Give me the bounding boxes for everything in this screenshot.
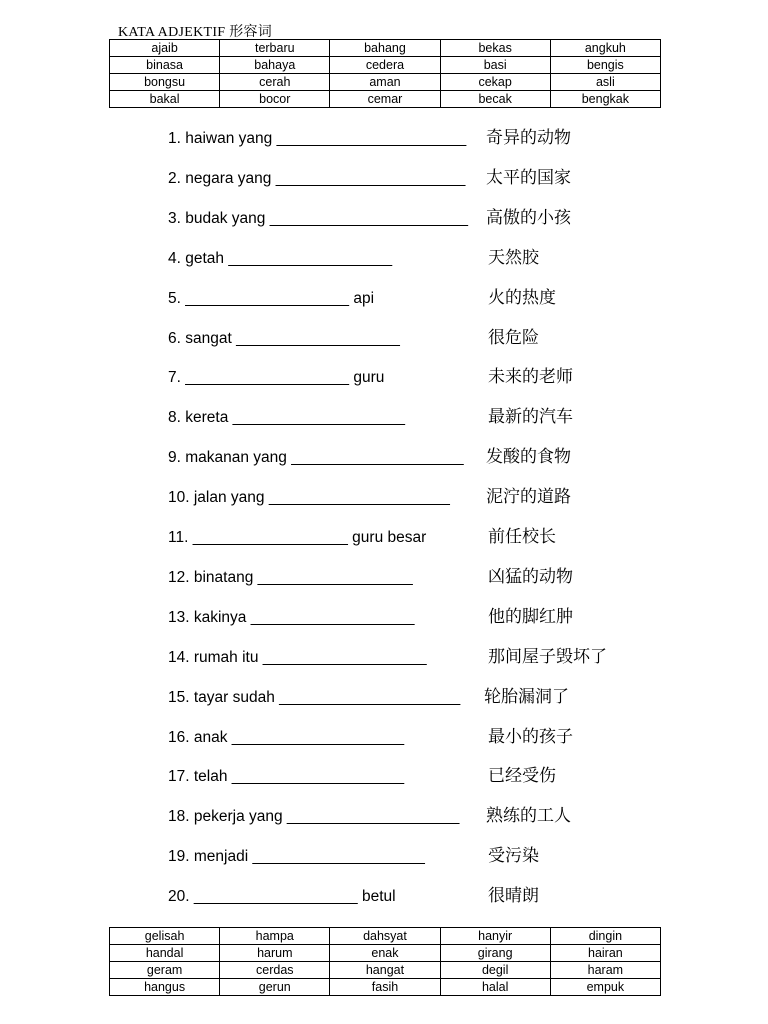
exercise-translation: 那间屋子毁坏了 xyxy=(488,647,607,667)
word-cell: harum xyxy=(220,945,330,962)
exercise-translation: 天然胶 xyxy=(488,248,539,268)
word-cell: terbaru xyxy=(220,40,330,57)
exercise-item: 10. jalan yang _____________________ xyxy=(168,489,450,506)
word-cell: bengis xyxy=(550,57,660,74)
word-cell: hangat xyxy=(330,962,440,979)
exercise-item: 12. binatang __________________ xyxy=(168,569,413,586)
exercise-item: 18. pekerja yang ____________________ xyxy=(168,808,460,825)
bottom-table-row xyxy=(110,945,661,962)
word-cell: handal xyxy=(110,945,220,962)
word-cell: geram xyxy=(110,962,220,979)
exercise-translation: 奇异的动物 xyxy=(486,128,571,148)
word-cell: hanyir xyxy=(440,928,550,945)
exercise-item: 16. anak ____________________ xyxy=(168,729,405,746)
exercise-translation: 熟练的工人 xyxy=(486,806,571,826)
word-cell: bakal xyxy=(110,91,220,108)
exercise-item: 20. ___________________ betul xyxy=(168,888,396,905)
word-cell: gerun xyxy=(220,979,330,996)
worksheet-title: KATA ADJEKTIF 形容词 xyxy=(118,25,273,40)
word-cell: degil xyxy=(440,962,550,979)
exercise-translation: 太平的国家 xyxy=(486,168,571,188)
word-cell: cekap xyxy=(440,74,550,91)
word-cell: asli xyxy=(550,74,660,91)
word-cell: bocor xyxy=(220,91,330,108)
exercise-translation: 前任校长 xyxy=(488,527,556,547)
word-cell: hangus xyxy=(110,979,220,996)
exercise-translation: 他的脚红肿 xyxy=(488,607,573,627)
exercise-item: 14. rumah itu ___________________ xyxy=(168,649,427,666)
exercise-item: 13. kakinya ___________________ xyxy=(168,609,415,626)
exercise-item: 19. menjadi ____________________ xyxy=(168,848,425,865)
word-cell: haram xyxy=(550,962,660,979)
word-cell: bongsu xyxy=(110,74,220,91)
word-cell: dahsyat xyxy=(330,928,440,945)
word-cell: bahaya xyxy=(220,57,330,74)
exercise-item: 3. budak yang _______________________ xyxy=(168,210,468,227)
word-cell: cerah xyxy=(220,74,330,91)
word-cell: girang xyxy=(440,945,550,962)
exercise-translation: 未来的老师 xyxy=(488,367,573,387)
exercise-translation: 火的热度 xyxy=(488,288,556,308)
exercise-item: 5. ___________________ api xyxy=(168,290,375,307)
word-cell: basi xyxy=(440,57,550,74)
word-cell: fasih xyxy=(330,979,440,996)
word-cell: gelisah xyxy=(110,928,220,945)
exercise-item: 15. tayar sudah _____________________ xyxy=(168,689,461,706)
word-cell: enak xyxy=(330,945,440,962)
exercise-translation: 高傲的小孩 xyxy=(486,208,571,228)
word-cell: ajaib xyxy=(110,40,220,57)
exercise-translation: 发酸的食物 xyxy=(486,447,571,467)
word-cell: becak xyxy=(440,91,550,108)
exercise-translation: 最新的汽车 xyxy=(488,407,573,427)
exercise-item: 4. getah ___________________ xyxy=(168,250,393,267)
word-cell: angkuh xyxy=(550,40,660,57)
exercise-item: 9. makanan yang ____________________ xyxy=(168,449,464,466)
exercise-translation: 受污染 xyxy=(488,846,539,866)
word-cell: cerdas xyxy=(220,962,330,979)
bottom-word-table xyxy=(109,927,661,996)
exercise-item: 8. kereta ____________________ xyxy=(168,409,406,426)
word-cell: halal xyxy=(440,979,550,996)
bottom-table-row xyxy=(110,928,661,945)
word-cell: hampa xyxy=(220,928,330,945)
exercise-translation: 已经受伤 xyxy=(488,766,556,786)
bottom-table-row xyxy=(110,962,661,979)
word-cell: bekas xyxy=(440,40,550,57)
exercise-translation: 泥泞的道路 xyxy=(486,487,571,507)
word-cell: binasa xyxy=(110,57,220,74)
bottom-table-row xyxy=(110,979,661,996)
exercise-translation: 凶猛的动物 xyxy=(488,567,573,587)
exercise-item: 11. __________________ guru besar xyxy=(168,529,427,546)
exercise-translation: 很晴朗 xyxy=(488,886,539,906)
exercise-item: 2. negara yang ______________________ xyxy=(168,170,466,187)
word-cell: empuk xyxy=(550,979,660,996)
exercise-translation: 轮胎漏洞了 xyxy=(484,687,569,707)
word-cell: bahang xyxy=(330,40,440,57)
word-cell: bengkak xyxy=(550,91,660,108)
exercise-item: 17. telah ____________________ xyxy=(168,768,405,785)
word-cell: hairan xyxy=(550,945,660,962)
word-cell: dingin xyxy=(550,928,660,945)
exercise-translation: 最小的孩子 xyxy=(488,727,573,747)
exercise-item: 6. sangat ___________________ xyxy=(168,330,400,347)
exercise-item: 1. haiwan yang ______________________ xyxy=(168,130,467,147)
word-cell: aman xyxy=(330,74,440,91)
exercise-item: 7. ___________________ guru xyxy=(168,369,385,386)
exercise-translation: 很危险 xyxy=(488,328,539,348)
word-cell: cemar xyxy=(330,91,440,108)
word-cell: cedera xyxy=(330,57,440,74)
